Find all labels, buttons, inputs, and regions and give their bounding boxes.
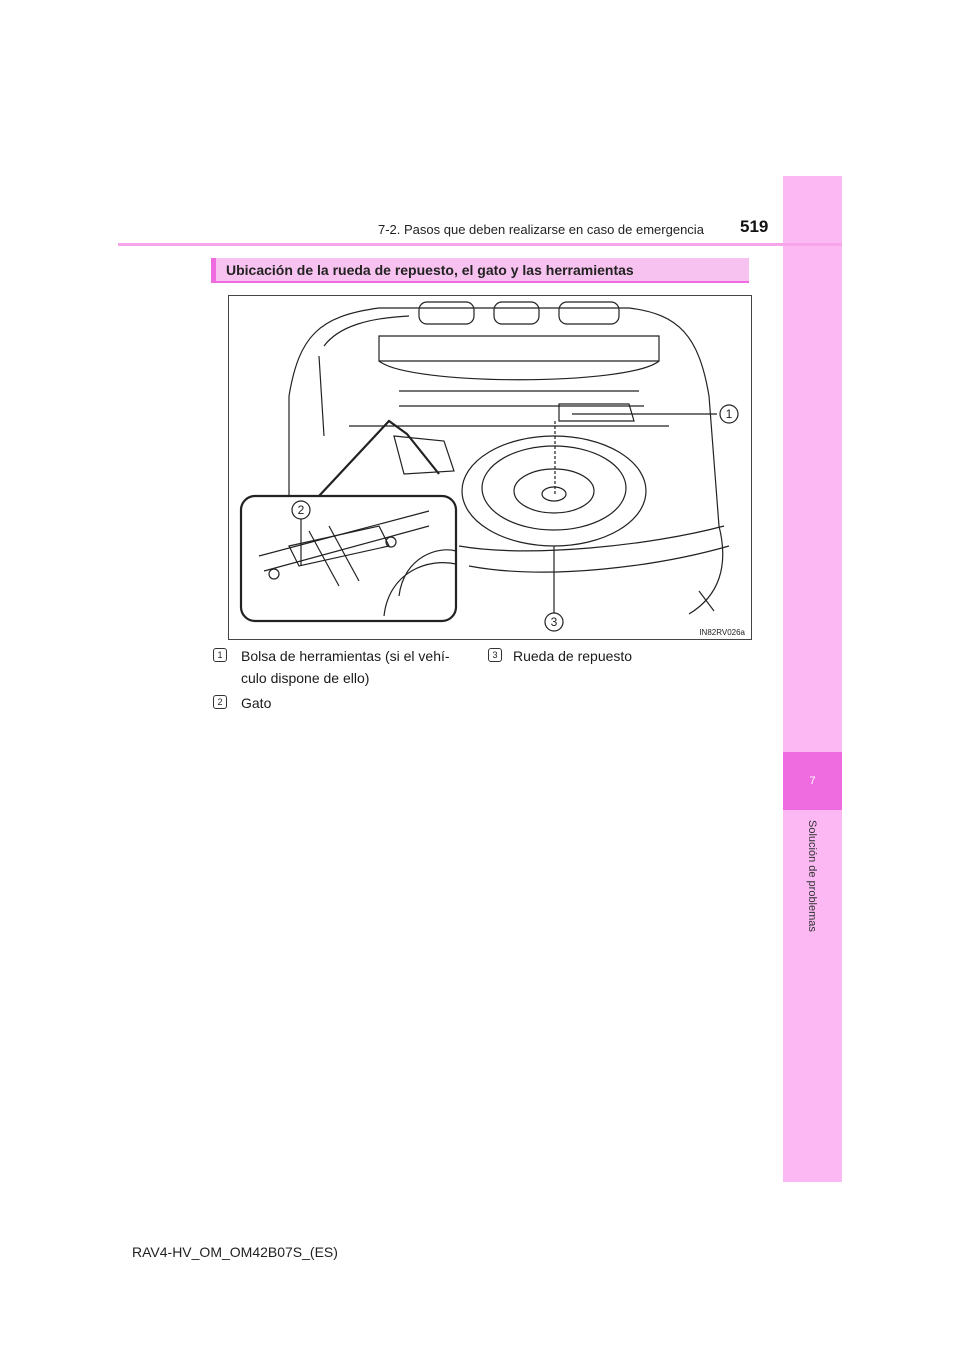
chapter-title-text: Solución de problemas <box>806 820 818 932</box>
legend-text-1-line2: culo dispone de ello) <box>241 670 370 686</box>
legend-text-3: Rueda de repuesto <box>513 648 633 664</box>
page-number: 519 <box>740 217 769 236</box>
section-heading: Ubicación de la rueda de repuesto, el gato y las herramientas <box>226 262 634 278</box>
chapter-number: 7 <box>783 752 842 810</box>
legend-text-2: Gato <box>241 695 272 711</box>
callout-3-label: 3 <box>550 615 558 629</box>
legend-number-1: 1 <box>213 648 227 662</box>
illustration-cargo-area <box>228 295 752 640</box>
cargo-illustration-svg <box>229 296 750 638</box>
legend-number-2: 2 <box>213 695 227 709</box>
document-code: RAV4-HV_OM_OM42B07S_(ES) <box>132 1244 338 1260</box>
header-section-title: 7-2. Pasos que deben realizarse en caso de emergencia <box>378 222 704 237</box>
callout-2-label: 2 <box>297 503 305 517</box>
legend-text-1 <box>241 645 450 689</box>
header-rule <box>118 243 842 246</box>
legend-number-3: 3 <box>488 648 502 662</box>
section-heading-bar <box>211 258 749 283</box>
callout-1-label: 1 <box>725 407 733 421</box>
chapter-title <box>782 820 842 1080</box>
legend-text-1-line1: Bolsa de herramientas (si el vehí- <box>241 648 450 664</box>
figure-code: IN82RV026a <box>699 628 745 637</box>
